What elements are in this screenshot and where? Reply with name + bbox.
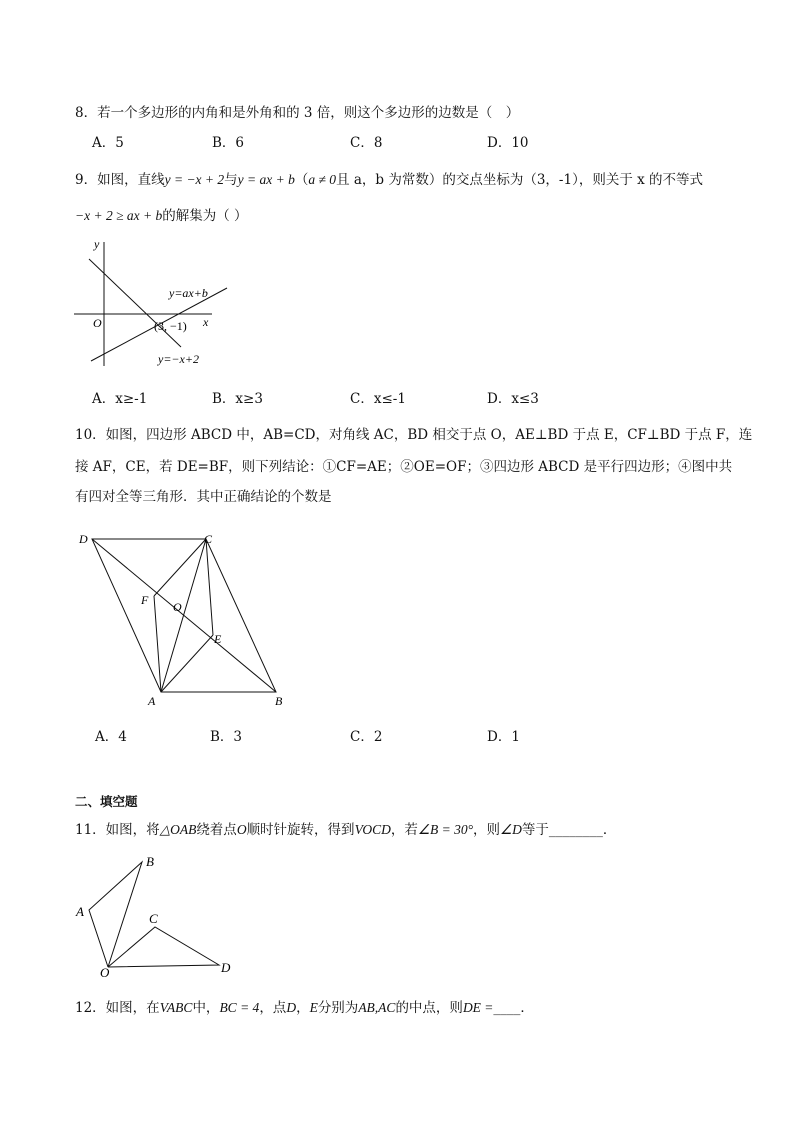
- q11-label-d: D: [221, 960, 231, 975]
- q12-math-de: DE =: [462, 1000, 494, 1015]
- q10-segment-cf: [154, 539, 206, 596]
- q11-math-tri1: △OAB: [159, 822, 197, 837]
- q9-option-a: A．x≥-1: [92, 391, 148, 407]
- q11-math-angle-d: ∠D: [500, 822, 522, 837]
- q10-label-o: O: [173, 600, 182, 614]
- q10-diagonal-ac: [161, 539, 206, 692]
- q8-option-b: B．6: [212, 135, 245, 151]
- q11-triangle-ocd: [108, 927, 219, 967]
- q9-y-label: y: [94, 237, 100, 251]
- q8-stem: 8．若一个多边形的内角和是外角和的 3 倍，则这个多边形的边数是（ ）: [75, 105, 520, 121]
- q9-label-ax-plus-b: y=ax+b: [169, 286, 208, 300]
- q10-option-b: B．3: [210, 729, 243, 745]
- q11-label-o: O: [100, 965, 110, 980]
- q10-option-a: A．4: [95, 729, 127, 745]
- q11-math-o: O: [236, 822, 247, 837]
- q10-label-b: B: [275, 694, 283, 708]
- q9-option-c: C．x≤-1: [350, 391, 406, 407]
- q10-label-e: E: [214, 632, 222, 646]
- q9-label-minus-x-plus-2: y=−x+2: [158, 352, 199, 366]
- q10-label-f: F: [141, 593, 149, 607]
- q11-triangle-oab: [89, 862, 142, 967]
- q11-label-a: A: [76, 904, 84, 919]
- q9-option-d: D．x≤3: [487, 391, 539, 407]
- q9-figure: [70, 234, 230, 374]
- q10-stem-line2: 接 AF，CE，若 DE=BF，则下列结论：①CF=AE；②OE=OF；③四边形 ABCD 是平行四边形；④图中共: [75, 459, 733, 475]
- q8-option-c: C．8: [350, 135, 383, 151]
- q9-math-line1: y = −x + 2: [164, 172, 225, 187]
- q10-figure: [70, 525, 300, 715]
- section-fill-in-title: 二、填空题: [75, 794, 138, 809]
- q12-math-d: D: [286, 1000, 297, 1015]
- q10-option-d: D．1: [487, 729, 520, 745]
- q10-option-c: C．2: [350, 729, 383, 745]
- q11-math-tri2: VOCD: [354, 822, 391, 837]
- q12-math-tri: VABC: [159, 1000, 193, 1015]
- q12-stem: 12．如图，在VABC中，BC = 4，点D，E分别为AB,AC的中点，则DE =____．: [75, 1000, 534, 1016]
- q11-math-angle-b: ∠B = 30°: [417, 822, 474, 837]
- q11-label-c: C: [149, 911, 158, 926]
- q10-stem-line3: 有四对全等三角形．其中正确结论的个数是: [75, 489, 332, 505]
- q9-math-line2: y = ax + b: [237, 172, 295, 187]
- q9-stem-line1: 9．如图，直线y = −x + 2与y = ax + b（a ≠ 0且 a，b 为常数）的交点坐标为（3，-1），则关于 x 的不等式: [75, 172, 704, 188]
- q8-option-d: D．10: [487, 135, 529, 151]
- q8-option-a: A．5: [92, 135, 124, 151]
- q10-label-c: C: [204, 532, 213, 546]
- q12-math-sides: AB,AC: [358, 1000, 396, 1015]
- q10-label-d: D: [79, 532, 88, 546]
- q10-segment-ce: [206, 539, 213, 635]
- q11-figure: [70, 850, 245, 980]
- q9-intersection-label: (3, −1): [154, 319, 187, 333]
- q9-line-minus-x-plus-2: [89, 259, 181, 347]
- q12-math-bc: BC = 4: [219, 1000, 260, 1015]
- q9-option-b: B．x≥3: [212, 391, 263, 407]
- q9-math-cond: a ≠ 0: [308, 172, 337, 187]
- q9-math-inequality: −x + 2 ≥ ax + b: [75, 208, 163, 223]
- q9-origin-label: O: [93, 316, 102, 330]
- q9-stem-line2: −x + 2 ≥ ax + b的解集为（ ）: [75, 208, 248, 224]
- q10-label-a: A: [148, 694, 156, 708]
- q11-stem: 11．如图，将△OAB绕着点O顺时针旋转，得到VOCD，若∠B = 30°，则∠D等于________．: [75, 822, 617, 838]
- q12-math-e: E: [309, 1000, 318, 1015]
- q10-segment-ae: [161, 635, 213, 692]
- q9-x-label: x: [203, 315, 209, 329]
- q10-stem-line1: 10．如图，四边形 ABCD 中，AB=CD，对角线 AC，BD 相交于点 O，AE⊥BD 于点 E，CF⊥BD 于点 F，连: [75, 427, 753, 443]
- q11-label-b: B: [146, 854, 154, 869]
